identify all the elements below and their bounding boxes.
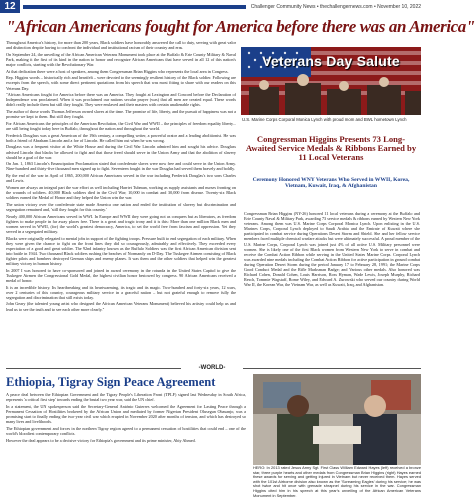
article-paragraph: Douglass was a frequent visitor at the White House and during the Civil War Lincoln admired him and sought his advice. Douglass advised Lincoln that blacks be allowed to fight and that those freed should serve in the Union Army and that the abolition of slavery should be a goal of the war. xyxy=(6,144,236,160)
article-paragraph: The Ethiopian government and forces in the northern Tigray region agreed to a permanent cessation of hostilities that could end – one of the world's bloodiest contemporary conflicts. xyxy=(6,425,246,436)
sidebar-subhead: Ceremony Honored WNY Veterans Who Served in WWII, Korea, Vietnam, Kuwait, Iraq, & Afghanistan xyxy=(252,177,410,190)
page-number: 12 xyxy=(0,0,20,13)
main-headline: "African Americans fought for America before there was an America" xyxy=(6,17,475,36)
article-paragraph: Nearly 400,000 African Americans served in WWI. In Europe and WWII they were going not as conquers but as liberators, as freedom fighters to make people in far away places free. There is a great and tragic irony and it is this: More than one million Black men and women served in WWII, (for) the world's greatest democracy, America, to set the world free from fascism and oppression. Yet they served in a segregated military. xyxy=(6,213,236,234)
header-meta: Challenger Community News • thechallengernews.com • November 10, 2022 xyxy=(250,3,421,10)
ethiopia-article-body xyxy=(6,392,246,478)
sidebar-headline: Congressman Higgins Presents 73 Long-Awaited Service Medals & Ribbons Earned by 11 Local Veterans xyxy=(245,134,417,163)
article-paragraph: Blacks were originally relegated to menial jobs in support of the fighting troops. Pressure built to end segregation of each military. When they were given the chance to fight on the front lines they did so courageously, admirably and effectively. They exceeded every expectation of a good and great soldier. The 92nd infantry known as the Buffalo Soldiers was the first African American division sent into battle in 1944. Two thousand Black soldiers rushing the beaches of Normandy on D-Day. The Tuskegee Airmen consisting of Black fighter pilots and bombers destroyed German ships and enemy planes. It was them and the other soldiers that helped win the greatest military victory in human history. xyxy=(6,235,236,266)
sidebar-body: Congressman Brian Higgins (NY-26) honored 11 local veterans during a ceremony at the Buffalo and Erie County Naval & Military Park, awarding 73 service medals & ribbons earned by Western New York veterans. Among them was U.S. Marine Corps Corporal Monica Lynch. Upon enlisting in the U.S. Marines Corps, Corporal Lynch deployed to Saudi Arabia and the Emirate of Kuwait where she participated in combat service during Operations Desert Storm and Shield. She and her fellow service members faced multiple chemical warfare attacks but were ultimately successful. A proud member of the U.S. Marine Corps, Corporal Lynch was joined just 4% of all active U.S. Military personnel were women. She is likely one of the first Black women from Western New York to serve in combat and receive the Combat Action Ribbon while serving in the United States Marine Corps. Corporal Lynch was awarded nine medals including the Combat Action Ribbon for active participation in ground combat during Operation Desert Storm during the period January 17 to February 28, 1991; the Marine Corps Good Conduct Medal and the Rifle Marksman Badge; and Various other medals. Also honored was Richard Cohen, Donald Cohen, Louis Harrison, Ross Hyman, Wade Lewis, Joseph Murphy, Richard Resch, Tommie Wagstaff, Rome Wiley, and Edward A. Zurowski who served our country during World War II, the Korean War, the Vietnam War, as well as Kuwait, Iraq, and Afghanistan. xyxy=(244,211,420,288)
hero-photo xyxy=(253,374,421,465)
article-paragraph: Women are always an integral part the war effort as well including Harriet Tubman, working as supply assistants and nurses fronting on the wounds of soldiers. 40,000 Black soldiers died in the Civil War; 10,000 in combat and 30,000 from disease. Twenty-six Black soldiers earned the Medal of Honor and they helped the Union win the war. xyxy=(6,184,236,201)
article-paragraph: By the end of the war in April of 1865, 200,000 African Americans served in the war including Frederick Douglas's two sons Charles and Lewis. xyxy=(6,173,236,184)
photo-caption-lynch: U.S. Marine Corps Corporal Monica Lynch with proud mom and BWL hometown Lynch xyxy=(242,117,407,122)
article-paragraph: However the deal appears to be a decisive victory for Ethiopia's government and its prime minister, Abiy Ahmed. xyxy=(6,437,196,443)
article-paragraph: On Jan. 1, 1863 Lincoln's Emancipation Proclamation stated that confederate slaves were now free and could serve in the Union Army. Nine-hundred and thirty-five thousand men signed up to fight. Seventeen fought in the war Douglas had served them bravely and boldly. xyxy=(6,161,236,172)
header-rule xyxy=(23,5,246,9)
page-header xyxy=(0,0,427,13)
article-paragraph: In a statement, the UN spokesperson said the Secretary-General António Guterres welcomed the Agreement for Lasting Peace through a Permanent Cessation of Hostilities brokered by the African Union and mediated by former Nigerian President Olusegun Obasanjo, was a promising start to finally ending the two-year civil war which erupted in November 2020 after months of tension, and which has destroyed so many lives and livelihoods. xyxy=(6,403,246,425)
hero-photo-caption: HERO: In 2013 rated Jesus Army Sgt. First Class William Edward Hayes (left) received a bronze star, three purple hearts and other medals from Congressman Brian Higgins (right) Hayes earned these awards for serving and getting injured in Vietnam but never received them. Hayes served with the 101st Airborne division also known as the 'Screaming Eagles' during his service; he was shot twice and hit once with grenade shrapnel during his service in the war. Congressman Higgins cited him in his speech at this year's unveiling of the African American Veterans Monument in September. xyxy=(253,465,421,498)
veterans-photo-image xyxy=(253,374,421,465)
article-paragraph: The union victory over the confederate state made America one nation and ended the institution of slavery but discrimination and segregation remained and, 'still they fought for this country.' xyxy=(6,201,236,212)
article-paragraph: Rep. Higgins words – historically rich and heartfelt – were devoted to the seemingly resilient history of the Black soldier. Following are excerpts from the speech, with some direct pertinent quotations from his speech that was most fitting to share with our readers on this Veterans Day. xyxy=(6,75,236,91)
article-paragraph: Throughout America's history, for more than 200 years, Black soldiers have honorably answered the call to duty, serving with great valor and distinction despite having to confront the individual and institutional racism of their country and eras. xyxy=(6,40,236,51)
article-paragraph: It is an incredible history. Its heartbreaking and its heartwarming, its tragic and its magic. Two-hundred and forty-six years, 12 wars, over 2 centuries of this country, courageous military service in a graceful nation – but not grateful enough to remove fully the segregation and discrimination that still exists today. xyxy=(6,284,236,300)
veterans-day-banner xyxy=(241,47,421,115)
article-paragraph: On September 24, the unveiling of the African American Veterans Monument took place at the Buffalo & Erie County Military & Naval Park, making it the first of its kind in the nation to honor and recognize African Americans that have served in all 12 of this nation's major conflicts, starting with the Revolutionary War. xyxy=(6,51,236,67)
article-paragraph: Frederick Douglass was a great American of the 19th century, a compelling writer, a powerful orator and a leading abolitionist. He was both a friend of Abraham Lincoln and a foe of Lincoln. He called him out when he was wrong. xyxy=(6,132,236,143)
article-column-1 xyxy=(6,40,236,363)
article-paragraph: A peace deal between the Ethiopian Government and the Tigray People's Liberation Front (TPLF) signed last Wednesday in South Africa, represents 'a critical first step' towards ending the brutal two year war, said the UN chief. xyxy=(6,392,246,403)
ethiopia-headline: Ethiopia, Tigray Sign Peace Agreement xyxy=(6,375,216,389)
article-paragraph: At that dedication there were a host of speakers, among them Congressman Brian Higgins who represents the local area in Congress. xyxy=(6,68,229,74)
article-paragraph: "African Americans fought for America before there was an America. They fought at Lexington and Concord before the Declaration of Independence was proclaimed. When it was proclaimed our nations secular prayer (was) that all men are created equal. These words didn't really include them but still they fought. They were enslaved and their masters with certain unalienable rights. xyxy=(6,92,236,108)
article-paragraph: In 2007 I was honored to have co-sponsored and joined in award ceremony in the rotunda in the United States Capitol to give the Tuskegee Airmen the Congressional Gold Medal, the highest civilian honor bestowed by congress. 90 African Americans received a medal of honor. xyxy=(6,267,236,283)
banner-title: Veterans Day Salute xyxy=(262,53,400,69)
article-paragraph: For African Americans the principles of the American Revolution, the Civil War and WWII – the principles of freedom equality liberty... are still being fought today here in Buffalo, throughout the nation and throughout the world. xyxy=(6,120,236,131)
article-paragraph: John Geary (the talented young artist who designed the African American Veterans Monument) believed his artistry could help us and lead us to see the truth and to see each other more clearly." xyxy=(6,301,236,312)
article-paragraph: The author of those words Thomas Jefferson owned slaves at the time. The promise of life, liberty, and the pursuit of happiness was not a promise we kept to them. But still they fought. xyxy=(6,109,236,120)
world-section-label: -WORLD- xyxy=(181,365,243,371)
